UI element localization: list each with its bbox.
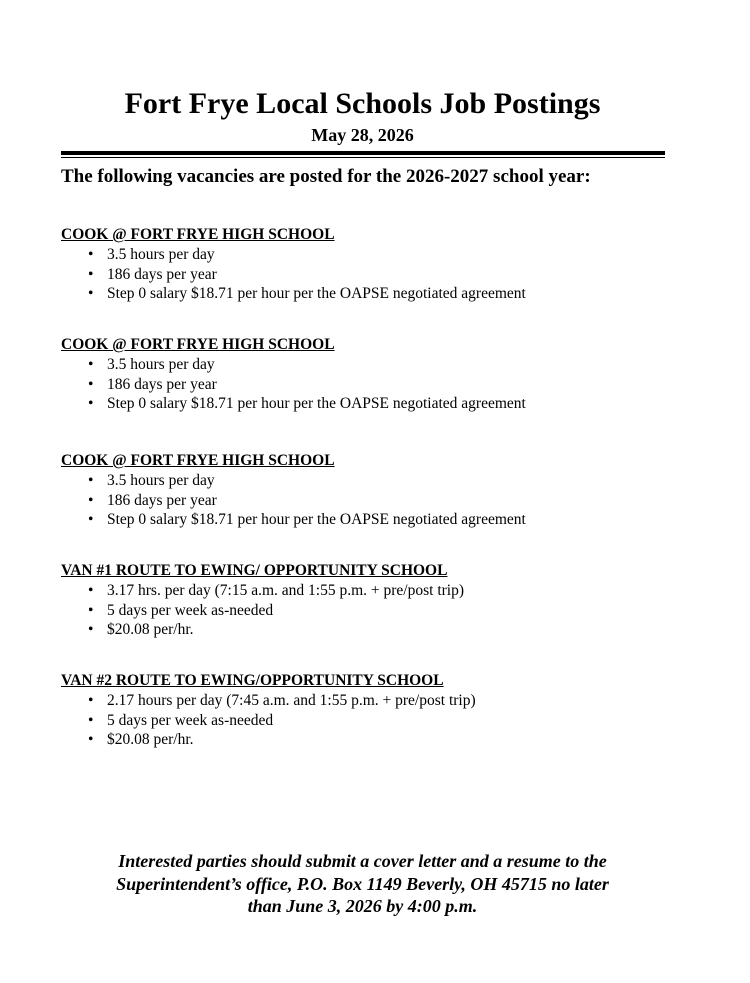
bullet-icon: • (88, 731, 94, 748)
bullet-icon: • (88, 491, 94, 509)
detail-text: $20.08 per/hr. (107, 621, 194, 638)
list-item (61, 355, 701, 375)
detail-text: $20.08 per/hr. (107, 731, 194, 748)
bullet-icon: • (88, 395, 94, 412)
posting-details-list (61, 581, 701, 640)
bullet-icon: • (88, 265, 94, 283)
application-instructions (0, 850, 725, 918)
list-item (61, 620, 701, 640)
detail-text: 3.5 hours per day (107, 472, 215, 489)
detail-text: 3.5 hours per day (107, 356, 215, 373)
list-item (61, 581, 701, 601)
bullet-icon: • (88, 511, 94, 528)
instructions-line: Superintendent’s office, P.O. Box 1149 Beverly, OH 45715 no later (116, 873, 609, 894)
list-item (61, 284, 701, 304)
bullet-icon: • (88, 356, 94, 373)
bullet-icon: • (88, 375, 94, 393)
instructions-line: than June 3, 2026 by 4:00 p.m. (247, 896, 478, 916)
posting-heading: COOK @ FORT FRYE HIGH SCHOOL (61, 336, 335, 353)
bullet-icon: • (88, 582, 94, 599)
list-item (61, 730, 701, 750)
posting-details-list (61, 471, 701, 530)
bullet-icon: • (88, 472, 94, 489)
posting-details-list (61, 355, 701, 414)
detail-text: 5 days per week as-needed (107, 711, 274, 729)
posting-details-list (61, 245, 701, 304)
bullet-icon: • (88, 621, 94, 638)
bullet-icon: • (88, 246, 94, 263)
list-item (61, 394, 701, 414)
double-rule-divider (61, 151, 665, 158)
instructions-line: Interested parties should submit a cover letter and a resume to the (118, 851, 607, 871)
detail-text: Step 0 salary $18.71 per hour per the OAPSE negotiated agreement (107, 285, 526, 302)
list-item (61, 691, 701, 711)
detail-text: 186 days per year (107, 375, 217, 393)
bullet-icon: • (88, 601, 94, 619)
list-item (61, 375, 701, 395)
posting-cook-1 (61, 225, 701, 304)
list-item (61, 491, 701, 511)
list-item (61, 510, 701, 530)
posting-cook-2 (61, 335, 701, 414)
list-item (61, 711, 701, 731)
posting-date: May 28, 2026 (311, 125, 414, 145)
posting-heading: VAN #2 ROUTE TO EWING/OPPORTUNITY SCHOOL (61, 672, 444, 689)
intro-text: The following vacancies are posted for the 2026-2027 school year: (61, 166, 591, 187)
posting-van-2 (61, 671, 701, 750)
posting-details-list (61, 691, 701, 750)
list-item (61, 471, 701, 491)
detail-text: 3.17 hrs. per day (7:15 a.m. and 1:55 p.m. + pre/post trip) (107, 582, 464, 599)
detail-text: 2.17 hours per day (7:45 a.m. and 1:55 p.m. + pre/post trip) (107, 692, 476, 709)
detail-text: 5 days per week as-needed (107, 601, 274, 619)
detail-text: 186 days per year (107, 491, 217, 509)
list-item (61, 245, 701, 265)
page-title: Fort Frye Local Schools Job Postings (124, 87, 601, 120)
detail-text: 186 days per year (107, 265, 217, 283)
divider-thick-line (61, 151, 665, 155)
bullet-icon: • (88, 285, 94, 302)
divider-thin-line (61, 157, 665, 158)
posting-van-1 (61, 561, 701, 640)
posting-heading: COOK @ FORT FRYE HIGH SCHOOL (61, 226, 335, 243)
posting-cook-3 (61, 451, 701, 530)
bullet-icon: • (88, 711, 94, 729)
list-item (61, 265, 701, 285)
detail-text: Step 0 salary $18.71 per hour per the OAPSE negotiated agreement (107, 511, 526, 528)
posting-heading: COOK @ FORT FRYE HIGH SCHOOL (61, 452, 335, 469)
detail-text: Step 0 salary $18.71 per hour per the OAPSE negotiated agreement (107, 395, 526, 412)
list-item (61, 601, 701, 621)
posting-heading: VAN #1 ROUTE TO EWING/ OPPORTUNITY SCHOOL (61, 562, 448, 579)
detail-text: 3.5 hours per day (107, 246, 215, 263)
bullet-icon: • (88, 692, 94, 709)
